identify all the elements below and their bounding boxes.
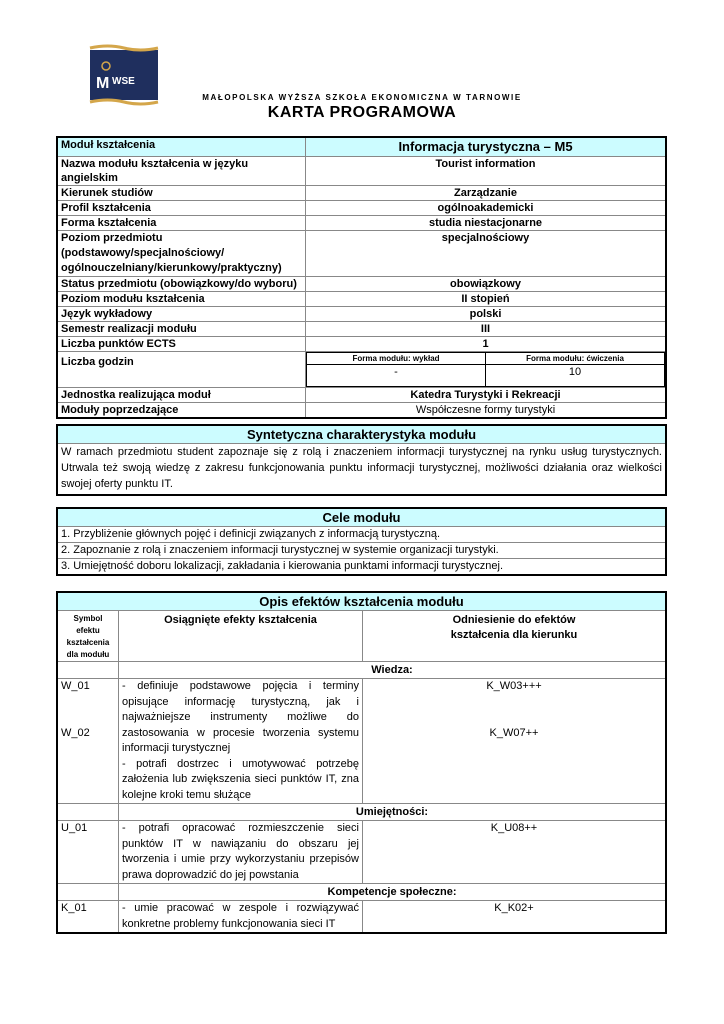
outcome-text: - umie pracować w zespole i rozwiązywać konkretne problemy funkcjonowania sieci IT <box>119 901 363 933</box>
category-heading: Umiejętności: <box>119 804 666 821</box>
exercise-label: Forma modułu: ćwiczenia <box>486 353 665 365</box>
goal-item: 1. Przybliżenie głównych pojęć i definicji związanych z informacją turystyczną. <box>58 527 666 543</box>
module-goals <box>57 508 666 575</box>
col-header: Odniesienie do efektów kształcenia dla kierunku <box>363 611 666 662</box>
outcome-symbol: U_01 <box>58 821 119 884</box>
module-info-table <box>57 137 666 418</box>
module-value: Informacja turystyczna – M5 <box>306 138 666 157</box>
unit-label: Jednostka realizująca moduł <box>58 388 306 403</box>
row-label: Język wykładowy <box>58 307 306 322</box>
outcome-ref: K_W07++ <box>489 726 539 739</box>
row-value: 1 <box>306 337 666 352</box>
section-title: Syntetyczna charakterystyka modułu <box>58 426 666 444</box>
module-label: Moduł kształcenia <box>58 138 306 157</box>
row-value: Zarządzanie <box>306 186 666 201</box>
row-label: Poziom modułu kształcenia <box>58 292 306 307</box>
svg-text:WSE: WSE <box>112 76 135 87</box>
row-value: Tourist information <box>306 157 666 186</box>
outcome-symbol: W_02 <box>61 726 90 739</box>
synthetic-characteristics <box>57 425 666 495</box>
row-label: Profil kształcenia <box>58 201 306 216</box>
section-text: W ramach przedmiotu student zapoznaje się z rolą i znaczeniem informacji turystycznej na rynku usług turystycznych. Utrwala też swoją wiedzę z zakresu funkcjonowania punktu informacji turystycznej, możliwości działania oraz wielkości swojej oferty punktu IT. <box>58 444 666 495</box>
prev-value: Współczesne formy turystyki <box>306 403 666 418</box>
row-value: studia niestacjonarne <box>306 216 666 231</box>
section-title: Cele modułu <box>58 509 666 527</box>
category-heading: Wiedza: <box>119 662 666 679</box>
goal-item: 2. Zapoznanie z rolą i znaczeniem informacji turystycznej w systemie organizacji turystyki. <box>58 543 666 559</box>
outcome-symbol: K_01 <box>58 901 119 933</box>
row-label: Kierunek studiów <box>58 186 306 201</box>
row-value: III <box>306 322 666 337</box>
outcome-ref: K_W03+++ <box>486 680 542 692</box>
page-title: KARTA PROGRAMOWA <box>267 104 457 121</box>
outcome-text: - definiuje podstawowe pojęcia i terminy opisujące informację turystyczną, jak i najważniejsze instrumenty możliwe do zastosowania w procesie tworzenia systemu informacji turystycznej <box>122 680 359 754</box>
hours-label: Liczba godzin <box>58 352 306 388</box>
school-name: MAŁOPOLSKA WYŻSZA SZKOŁA EKONOMICZNA W TARNOWIE <box>202 93 522 102</box>
outcome-text: - potrafi opracować rozmieszczenie sieci punktów IT w nawiązaniu do obszaru jej tworzenia i umie przy wykorzystaniu przepisów prawa doprowadzić do jej powstania <box>119 821 363 884</box>
row-label: Nazwa modułu kształcenia w języku angielskim <box>58 157 306 186</box>
row-label: Semestr realizacji modułu <box>58 322 306 337</box>
outcome-ref: K_K02+ <box>363 901 666 933</box>
unit-value: Katedra Turystyki i Rekreacji <box>306 388 666 403</box>
svg-text:M: M <box>96 75 110 92</box>
col-header: Symbol efektu kształcenia dla modułu <box>58 611 119 662</box>
prev-label: Moduły poprzedzające <box>58 403 306 418</box>
exercise-value: 10 <box>486 365 665 387</box>
row-value: specjalnościowy <box>306 231 666 277</box>
outcome-ref: K_U08++ <box>363 821 666 884</box>
row-label: Status przedmiotu (obowiązkowy/do wyboru) <box>58 277 306 292</box>
row-label: Poziom przedmiotu (podstawowy/specjalnościowy/ ogólnouczelniany/kierunkowy/praktyczny) <box>58 231 306 277</box>
col-header: Osiągnięte efekty kształcenia <box>119 611 363 662</box>
row-value: obowiązkowy <box>306 277 666 292</box>
row-label: Forma kształcenia <box>58 216 306 231</box>
row-label: Liczba punktów ECTS <box>58 337 306 352</box>
outcome-text: - potrafi dostrzec i umotywować potrzebę założenia lub zwiększenia sieci punktów IT, zna kolejne kroki temu służące <box>122 757 359 801</box>
goal-item: 3. Umiejętność doboru lokalizacji, zakładania i kierowania punktami informacji turystycznej. <box>58 559 666 575</box>
outcome-symbol: W_01 <box>61 680 90 692</box>
section-title: Opis efektów kształcenia modułu <box>58 593 666 611</box>
category-heading: Kompetencje społeczne: <box>119 884 666 901</box>
row-value: ogólnoakademicki <box>306 201 666 216</box>
row-value: polski <box>306 307 666 322</box>
learning-outcomes-table <box>57 592 666 933</box>
hours-table <box>306 352 665 387</box>
lecture-value: - <box>307 365 486 387</box>
row-value: II stopień <box>306 292 666 307</box>
lecture-label: Forma modułu: wykład <box>307 353 486 365</box>
